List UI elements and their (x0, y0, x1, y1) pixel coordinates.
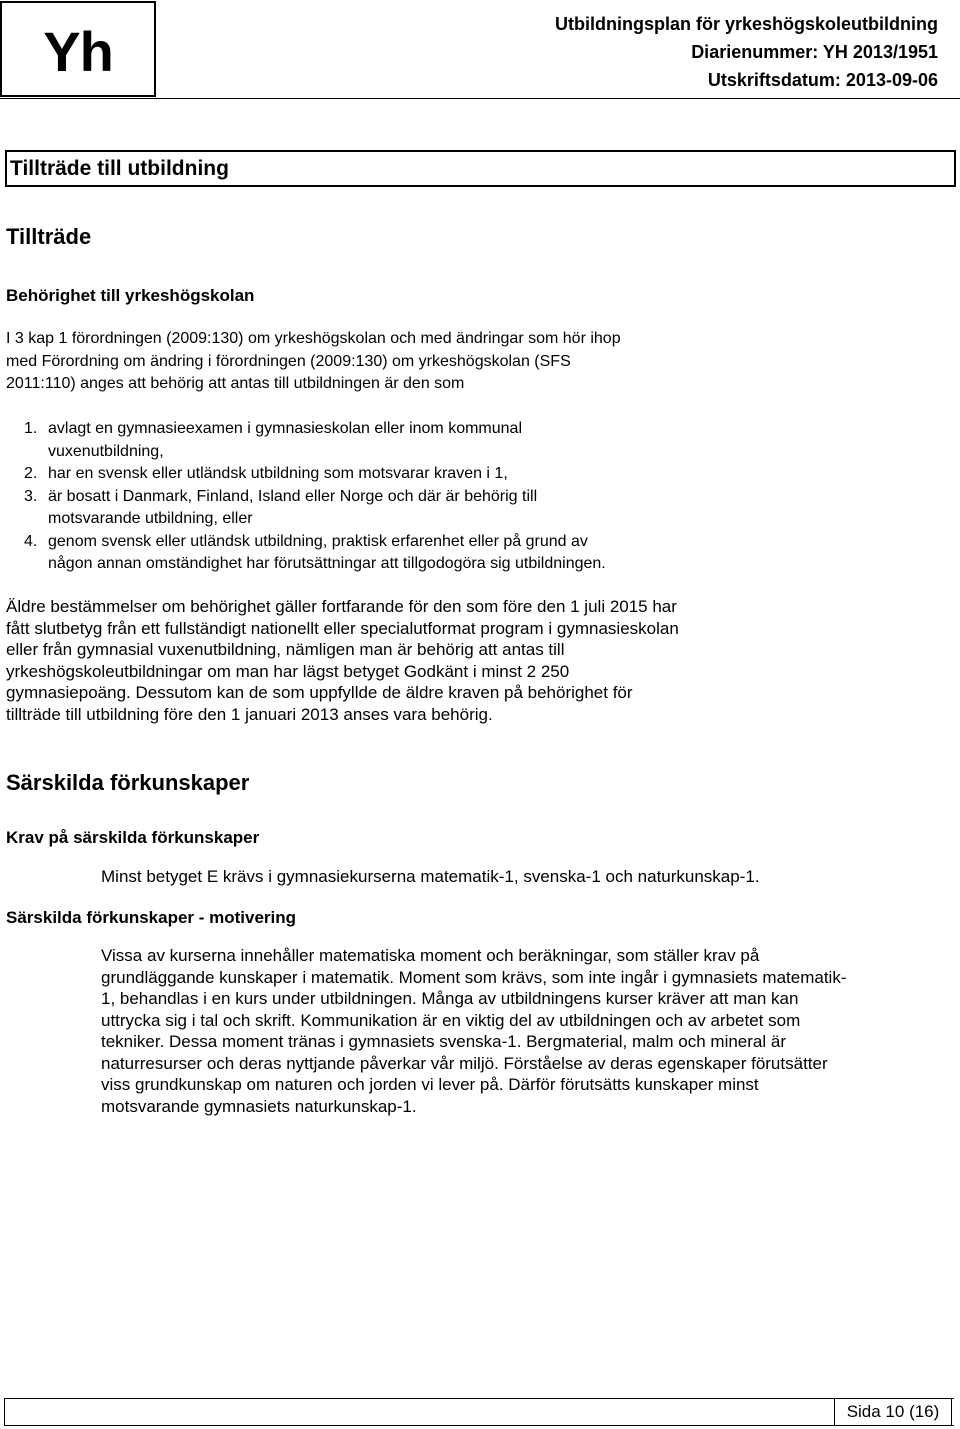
list-line: vuxenutbildning, (48, 442, 164, 460)
krav-text: Minst betyget E krävs i gymnasiekurserna matematik-1, svenska-1 och naturkunskap-1. (101, 867, 760, 886)
intro-paragraph (6, 328, 926, 396)
requirements-list (24, 418, 724, 576)
older-rules-line: gymnasiepoäng. Dessutom kan de som uppfyllde de äldre kraven på behörighet för (6, 683, 633, 702)
motivering-paragraph (101, 945, 951, 1117)
document-header (555, 10, 938, 94)
footer-frame (4, 1398, 954, 1426)
list-text (48, 463, 724, 486)
yh-logo-text: Yh (43, 19, 113, 83)
list-text (48, 531, 724, 576)
older-rules-line: tillträde till utbildning före den 1 januari 2013 anses vara behörig. (6, 704, 493, 724)
document-title: Utbildningsplan för yrkeshögskoleutbildning (554, 14, 938, 34)
section-title: Tillträde till utbildning (10, 156, 229, 180)
heading-krav: Krav på särskilda förkunskaper (6, 828, 260, 847)
list-line: har en svensk eller utländsk utbildning som motsvarar kraven i 1, (48, 465, 508, 482)
list-number: 2. (24, 465, 38, 482)
motivering-line: viss grundkunskap om naturen och jorden vi lever på. Därför förutsätts kunskaper minst (101, 1075, 759, 1094)
page-number-box (834, 1398, 952, 1426)
list-number: 1. (24, 420, 38, 437)
list-item (24, 531, 724, 576)
motivering-line: naturresurser och deras nyttjande påverkar vår miljö. Förståelse av deras egenskaper förutsätter (101, 1053, 828, 1073)
older-rules-line: eller från gymnasial vuxenutbildning, nämligen man är behörig att antas till (6, 640, 565, 659)
heading-behorighet: Behörighet till yrkeshögskolan (6, 286, 255, 305)
older-rules-paragraph (6, 596, 936, 725)
older-rules-line: yrkeshögskoleutbildningar om man har lägst betyget Godkänt i minst 2 250 (6, 661, 570, 681)
motivering-line: tekniker. Dessa moment tränas i gymnasiets svenska-1. Bergmaterial, malm och mineral är (101, 1032, 786, 1051)
yh-logo (0, 1, 156, 97)
intro-line: med Förordning om ändring i förordningen (2009:130) om yrkeshögskolan (SFS (6, 352, 571, 370)
list-line: avlagt en gymnasieexamen i gymnasieskolan eller inom kommunal (48, 420, 523, 437)
intro-line: I 3 kap 1 förordningen (2009:130) om yrkeshögskolan och med ändringar som hör ihop (6, 330, 621, 347)
list-item (24, 486, 724, 531)
diarienummer: Diarienummer: YH 2013/1951 (691, 42, 938, 62)
list-number: 4. (24, 532, 38, 550)
list-number: 3. (24, 487, 38, 505)
list-text (48, 418, 724, 463)
older-rules-line: Äldre bestämmelser om behörighet gäller fortfarande för den som före den 1 juli 2015 har (6, 597, 677, 616)
heading-motivering: Särskilda förkunskaper - motivering (6, 908, 297, 927)
motivering-line: Vissa av kurserna innehåller matematiska moment och beräkningar, som ställer krav på (101, 946, 760, 965)
older-rules-line: fått slutbetyg från ett fullständigt nationellt eller specialutformat program i gymnasieskolan (6, 618, 679, 638)
list-line: genom svensk eller utländsk utbildning, praktisk erfarenhet eller på grund av (48, 532, 588, 550)
list-line: någon annan omständighet har förutsättningar att tillgodogöra sig utbildningen. (48, 555, 606, 572)
heading-tilltrade: Tillträde (6, 224, 92, 249)
page-number: Sida 10 (16) (846, 1402, 940, 1421)
motivering-line: 1, behandlas i en kurs under utbildningen. Många av utbildningens kurser kräver att man kan (101, 989, 799, 1008)
list-item (24, 463, 724, 486)
motivering-line: uttrycka sig i tal och skrift. Kommunikation är en viktig del av utbildningen och av arbetet som (101, 1010, 801, 1030)
motivering-line: motsvarande gymnasiets naturkunskap-1. (101, 1096, 417, 1116)
list-text (48, 486, 724, 531)
list-line: är bosatt i Danmark, Finland, Island eller Norge och där är behörig till (48, 487, 538, 505)
list-item (24, 418, 724, 463)
header-divider (0, 98, 960, 99)
heading-sarskilda: Särskilda förkunskaper (6, 770, 250, 795)
section-title-box (5, 150, 956, 187)
list-line: motsvarande utbildning, eller (48, 510, 253, 527)
intro-line: 2011:110) anges att behörig att antas till utbildningen är den som (6, 375, 465, 392)
motivering-line: grundläggande kunskaper i matematik. Moment som krävs, som inte ingår i gymnasiets matematik- (101, 967, 847, 987)
utskriftsdatum: Utskriftsdatum: 2013-09-06 (707, 70, 938, 90)
